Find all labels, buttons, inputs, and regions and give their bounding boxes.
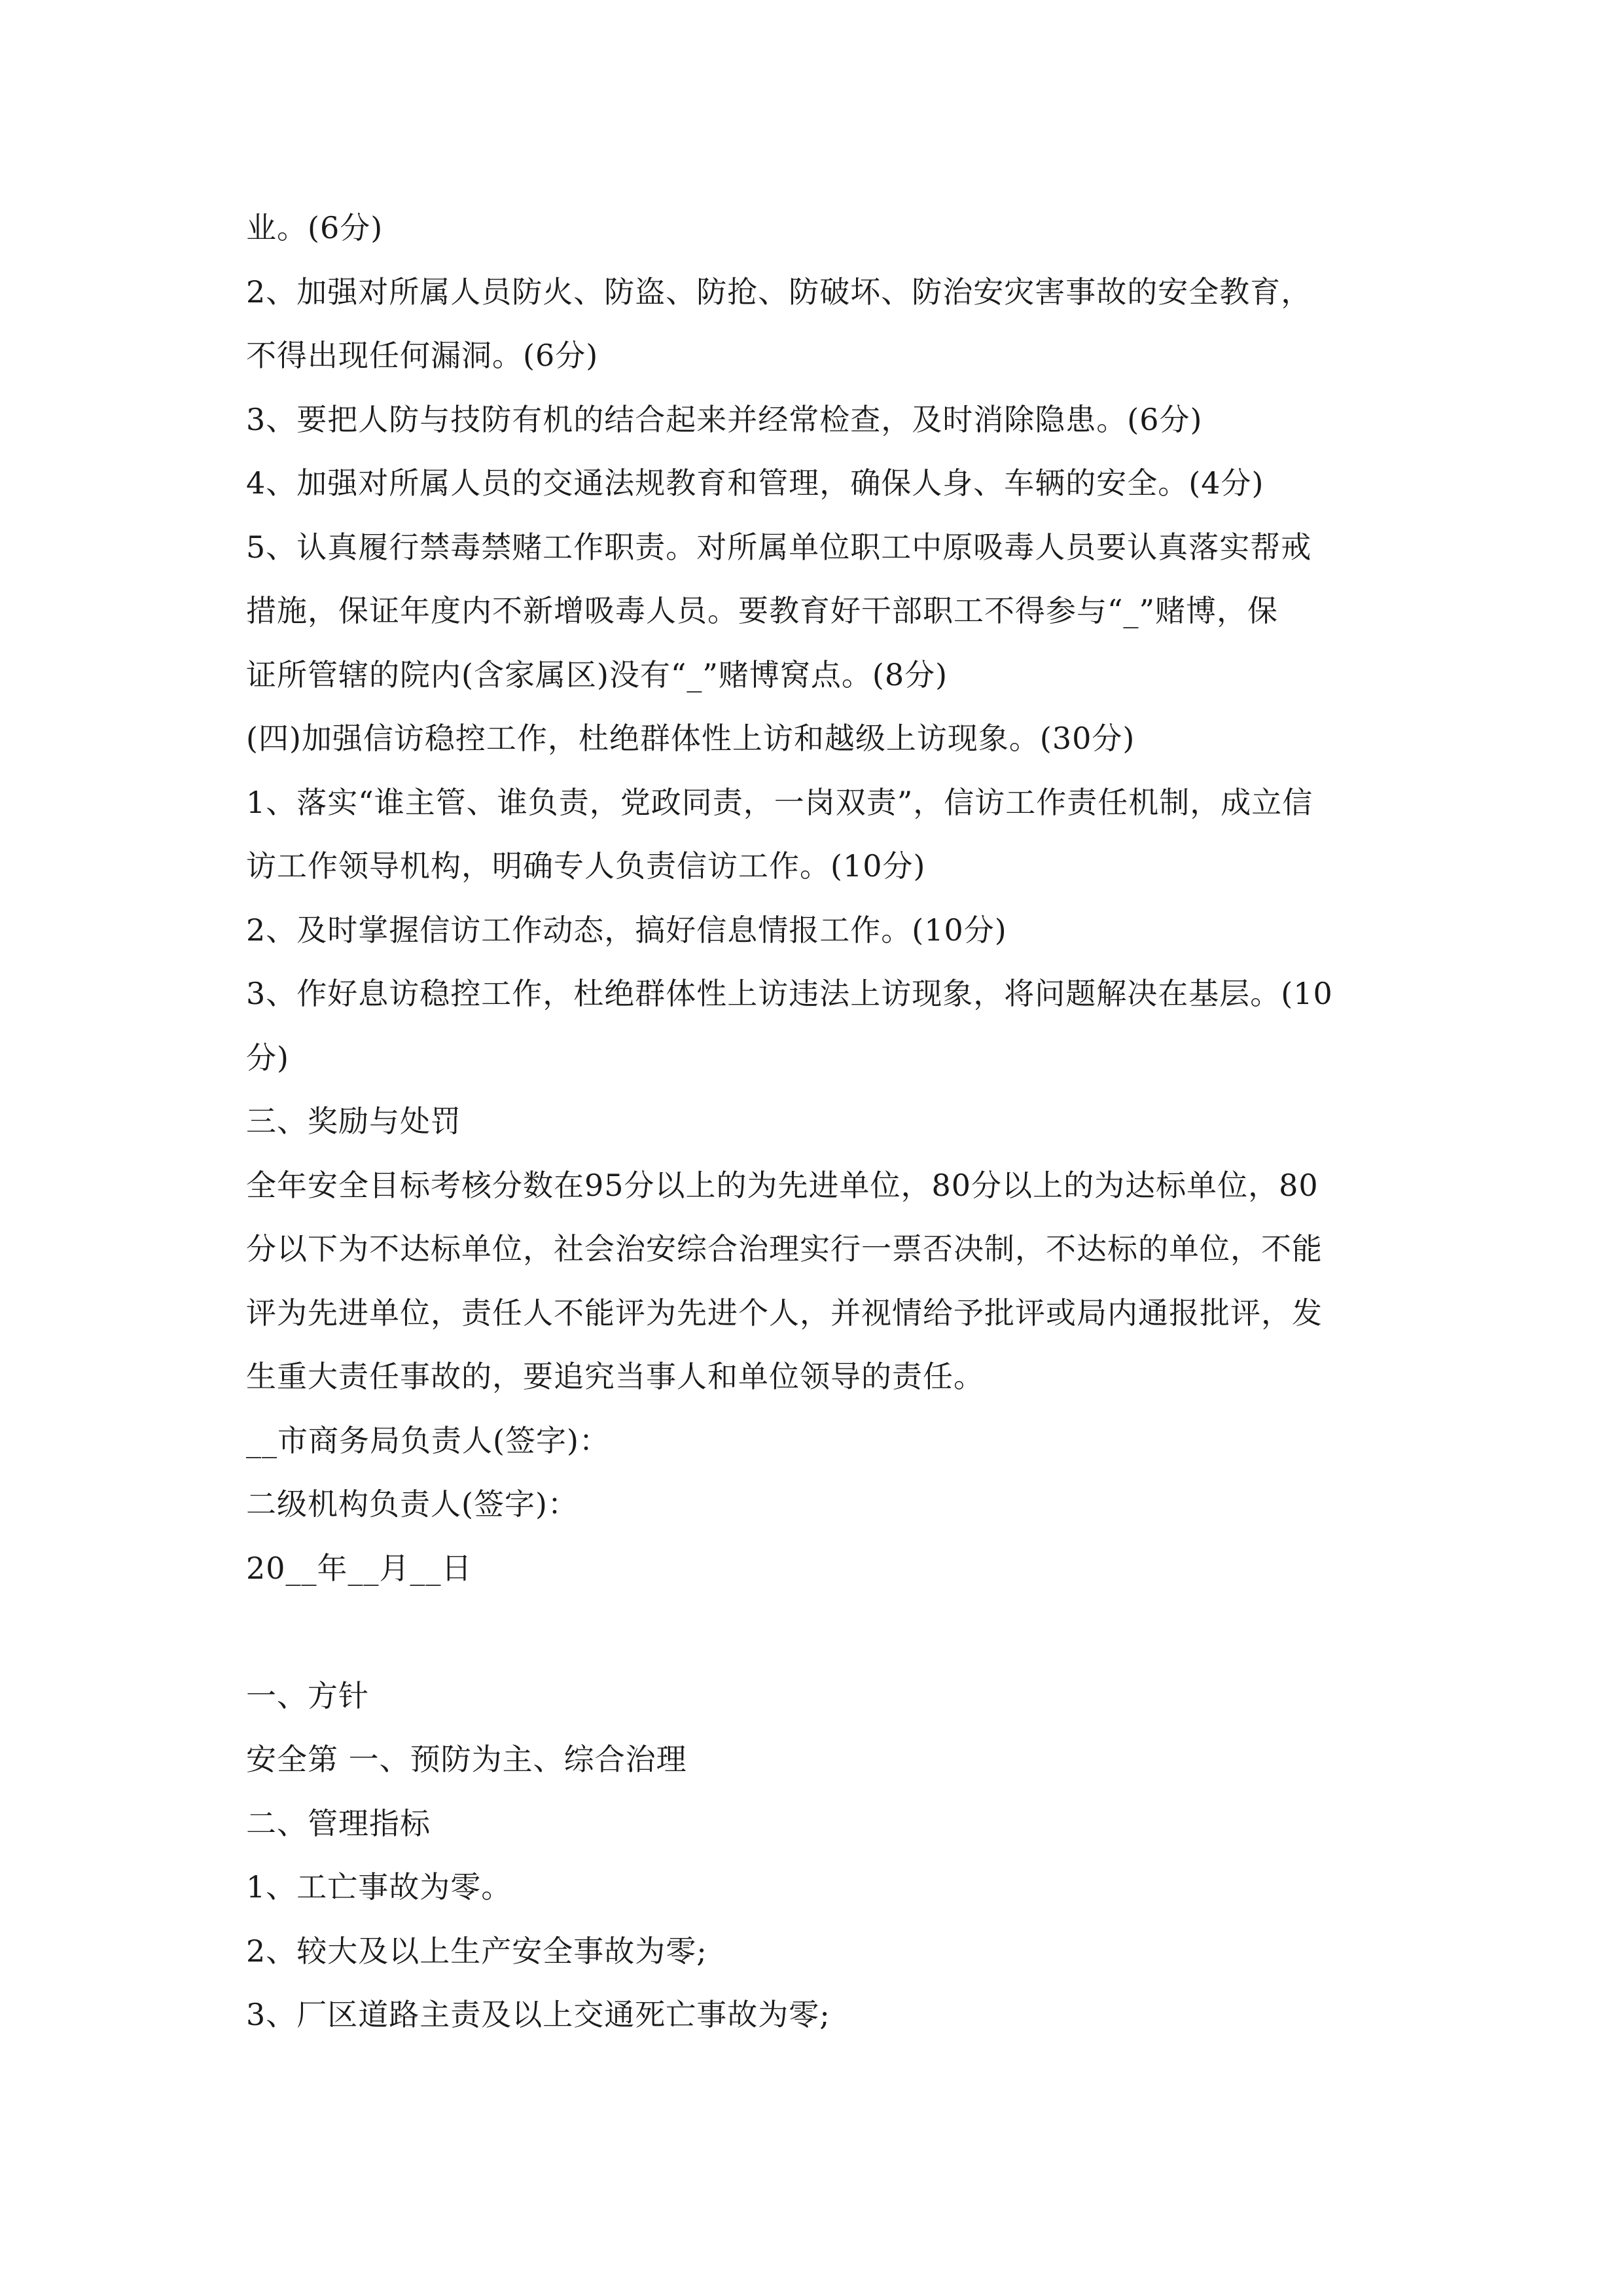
- text-line: 安全第 一、预防为主、综合治理: [246, 1742, 687, 1777]
- blank-line: [246, 1600, 1385, 1664]
- section-heading: 二、管理指标: [246, 1805, 431, 1841]
- document-body: [246, 196, 1385, 2047]
- text-line: 2、较大及以上生产安全事故为零;: [246, 1933, 707, 1969]
- text-line: 不得出现任何漏洞。(6分): [246, 338, 599, 373]
- text-line: 2、加强对所属人员防火、防盗、防抢、防破坏、防治安灾害事故的安全教育，: [246, 274, 1312, 310]
- text-line: 2、及时掌握信访工作动态，搞好信息情报工作。(10分): [246, 912, 1007, 948]
- text-line: 3、作好息访稳控工作，杜绝群体性上访违法上访现象，将问题解决在基层。(10: [246, 976, 1333, 1011]
- text-line: 生重大责任事故的，要追究当事人和单位领导的责任。: [246, 1359, 984, 1394]
- text-line: 分): [246, 1039, 289, 1075]
- text-line: 全年安全目标考核分数在95分以上的为先进单位，80分以上的为达标单位，80: [246, 1167, 1319, 1203]
- signature-line: __市商务局负责人(签字)：: [246, 1422, 610, 1458]
- text-line: 措施，保证年度内不新增吸毒人员。要教育好干部职工不得参与“_”赌博，保: [246, 593, 1279, 628]
- signature-line: 二级机构负责人(签字)：: [246, 1486, 579, 1522]
- section-heading: 三、奖励与处罚: [246, 1103, 461, 1139]
- text-line: 评为先进单位，责任人不能评为先进个人，并视情给予批评或局内通报批评，发: [246, 1295, 1323, 1331]
- text-line: 3、厂区道路主责及以上交通死亡事故为零;: [246, 1997, 830, 2032]
- text-line: 1、工亡事故为零。: [246, 1869, 512, 1905]
- text-line: 4、加强对所属人员的交通法规教育和管理，确保人身、车辆的安全。(4分): [246, 465, 1264, 501]
- section-heading: (四)加强信访稳控工作，杜绝群体性上访和越级上访现象。(30分): [246, 721, 1135, 756]
- text-line: 业。(6分): [246, 210, 383, 245]
- text-line: 访工作领导机构，明确专人负责信访工作。(10分): [246, 848, 926, 884]
- text-line: 分以下为不达标单位，社会治安综合治理实行一票否决制，不达标的单位，不能: [246, 1231, 1323, 1266]
- date-line: 20__年__月__日: [246, 1550, 473, 1586]
- text-line: 证所管辖的院内(含家属区)没有“_”赌博窝点。(8分): [246, 656, 948, 692]
- text-line: 1、落实“谁主管、谁负责，党政同责，一岗双责”，信访工作责任机制，成立信: [246, 784, 1313, 820]
- section-heading: 一、方针: [246, 1677, 369, 1713]
- text-line: 3、要把人防与技防有机的结合起来并经常检查，及时消除隐患。(6分): [246, 401, 1203, 437]
- text-line: 5、认真履行禁毒禁赌工作职责。对所属单位职工中原吸毒人员要认真落实帮戒: [246, 529, 1312, 565]
